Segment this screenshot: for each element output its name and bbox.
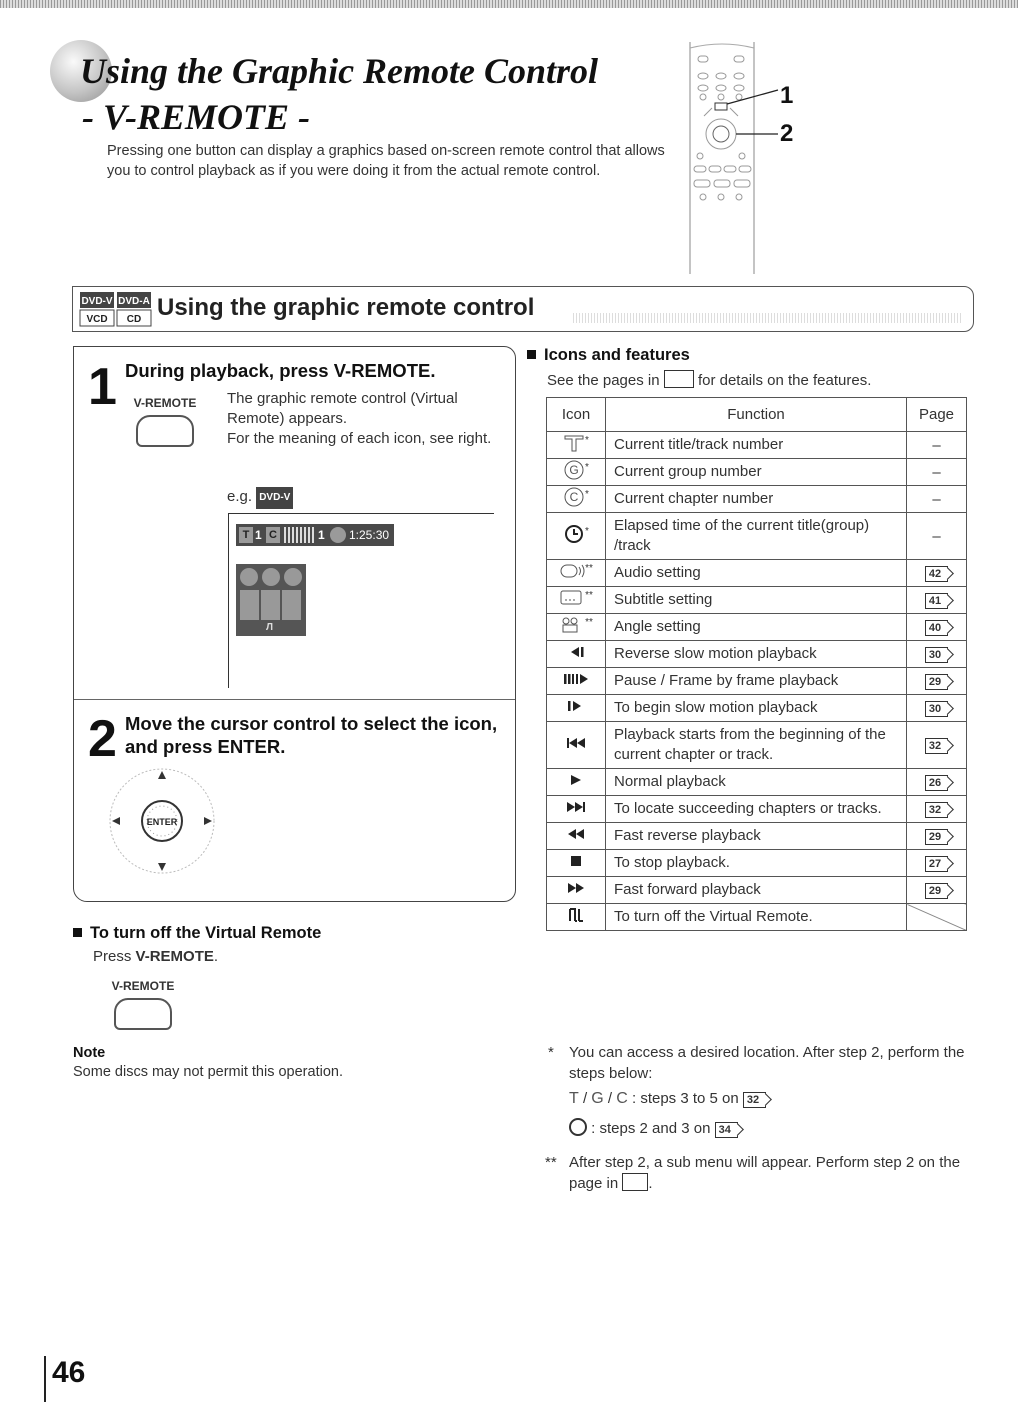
icon-cell	[547, 432, 606, 459]
page-title: Using the Graphic Remote Control	[80, 51, 599, 91]
icon-cell	[547, 722, 606, 769]
footnote-mark: *	[585, 434, 589, 446]
pause-frame-icon	[562, 672, 590, 690]
page-ref: 29	[925, 674, 948, 690]
fast-reverse-icon	[565, 827, 587, 845]
step-2-heading: Move the cursor control to select the icon, and press ENTER.	[125, 713, 498, 757]
intro-text: Pressing one button can display a graphics based on-screen remote control that allows you to control playback as if you were doing it from the actual remote control.	[107, 143, 665, 179]
status-time: 1:25:30	[349, 528, 390, 542]
function-cell: Subtitle setting	[606, 587, 907, 614]
page-cell	[907, 641, 967, 668]
page-ref: 40	[925, 620, 948, 636]
bullet-square-2	[527, 350, 536, 359]
function-cell: Playback starts from the beginning of the current chapter or track.	[606, 722, 907, 769]
table-row	[547, 769, 967, 796]
sep-1: /	[582, 1090, 588, 1107]
fast-forward-icon	[565, 881, 587, 899]
function-cell: To stop playback.	[606, 850, 907, 877]
col-page: Page	[907, 398, 967, 432]
table-row	[547, 668, 967, 695]
section-title: Using the graphic remote control	[157, 294, 535, 321]
function-cell: Fast reverse playback	[606, 823, 907, 850]
eg-text: e.g.	[227, 488, 253, 505]
clock-icon-small	[569, 1118, 587, 1136]
page-cell	[907, 695, 967, 722]
status-fill	[284, 527, 314, 543]
function-cell: Current title/track number	[606, 432, 907, 459]
step-1-text-1: The graphic remote control (Virtual Remote) appears.	[227, 390, 458, 427]
page-ref: 42	[925, 566, 948, 582]
page-cell: –	[907, 486, 967, 513]
cursor-control-icon	[104, 763, 220, 879]
skip-back-icon	[565, 736, 587, 754]
table-header-row	[547, 398, 967, 432]
footnote-mark: **	[585, 616, 593, 628]
callout-2: 2	[780, 120, 794, 147]
turn-off-heading-text: To turn off the Virtual Remote	[90, 924, 322, 942]
page-ref: 27	[925, 856, 948, 872]
features-table	[546, 397, 967, 931]
footnote-double-end: .	[648, 1175, 653, 1192]
turn-off-prefix: Press	[93, 948, 136, 965]
footnote-line-2	[569, 1118, 738, 1139]
page-cell	[907, 877, 967, 904]
features-heading-text: Icons and features	[544, 346, 690, 364]
footnote-mark: *	[585, 488, 589, 500]
icon-cell	[547, 769, 606, 796]
table-row	[547, 513, 967, 560]
page-cell	[907, 722, 967, 769]
footnote-line-2-text: : steps 2 and 3 on	[591, 1120, 711, 1137]
status-title-number: 1	[255, 528, 262, 542]
step-1-number: 1	[88, 358, 117, 416]
eg-badge: DVD-V	[256, 487, 293, 509]
step-2-number: 2	[88, 710, 117, 768]
page-cell: –	[907, 432, 967, 459]
note-text: Some discs may not permit this operation.	[73, 1064, 343, 1080]
page-ref: 32	[925, 738, 948, 754]
enter-label: ENTER	[146, 817, 178, 827]
page-ref-32: 32	[743, 1092, 766, 1108]
footnote-line-1	[569, 1088, 766, 1109]
icon-cell	[547, 614, 606, 641]
page-ref: 29	[925, 829, 948, 845]
svg-text:V-REMOTE: V-REMOTE	[111, 979, 175, 993]
table-row	[547, 459, 967, 486]
function-cell: Elapsed time of the current title(group) /track	[606, 513, 907, 560]
icon-cell	[547, 513, 606, 560]
group-icon	[563, 460, 585, 484]
col-icon: Icon	[547, 398, 606, 432]
table-row	[547, 587, 967, 614]
callout-1: 1	[780, 82, 794, 109]
col-function: Function	[606, 398, 907, 432]
page-ref-34: 34	[715, 1122, 738, 1138]
page-ref-box-2	[622, 1173, 648, 1191]
footnote-double-mark: **	[545, 1154, 557, 1171]
step-1-heading: During playback, press V-REMOTE.	[125, 360, 436, 381]
badge-vcd: VCD	[86, 314, 108, 325]
page-ref-box	[664, 370, 694, 388]
reverse-slow-icon	[565, 645, 587, 663]
features-heading	[527, 346, 690, 365]
sep-2: /	[607, 1090, 613, 1107]
remote-control-icon	[676, 42, 804, 278]
turn-off-bold: V-REMOTE	[135, 948, 214, 965]
v-remote-button-icon-2	[98, 976, 188, 1036]
page-cell	[907, 850, 967, 877]
icon-cell	[547, 695, 606, 722]
icon-cell	[547, 560, 606, 587]
function-cell: To turn off the Virtual Remote.	[606, 904, 907, 931]
page-cell	[907, 668, 967, 695]
table-row	[547, 850, 967, 877]
function-cell: Pause / Frame by frame playback	[606, 668, 907, 695]
function-cell: Current chapter number	[606, 486, 907, 513]
icon-cell	[547, 668, 606, 695]
svg-text:V-REMOTE: V-REMOTE	[133, 396, 197, 410]
note-heading: Note	[73, 1045, 106, 1061]
icon-cell	[547, 823, 606, 850]
page-ref: 26	[925, 775, 948, 791]
play-icon	[565, 773, 587, 791]
footnote-line-1-text: : steps 3 to 5 on	[632, 1090, 739, 1107]
table-row	[547, 695, 967, 722]
footnote-mark: *	[585, 461, 589, 473]
turn-off-heading	[73, 924, 321, 943]
footnote-mark: **	[585, 562, 593, 574]
page-ref: 41	[925, 593, 948, 609]
step-1-text-2: For the meaning of each icon, see right.	[227, 430, 492, 447]
function-cell: Audio setting	[606, 560, 907, 587]
badge-dvd-a: DVD-A	[118, 296, 150, 307]
page-cell	[907, 769, 967, 796]
off-icon	[565, 906, 587, 928]
v-remote-button-icon	[120, 393, 210, 457]
top-strip	[0, 0, 1018, 8]
icon-cell	[547, 796, 606, 823]
status-clock-icon	[330, 527, 346, 543]
slow-icon	[565, 699, 587, 717]
icon-cell	[547, 459, 606, 486]
page-cell	[907, 560, 967, 587]
disc-badges	[79, 291, 153, 327]
icon-cell	[547, 904, 606, 931]
audio-icon	[559, 562, 585, 584]
table-row	[547, 560, 967, 587]
badge-cd: CD	[126, 314, 142, 325]
table-row	[547, 486, 967, 513]
turn-off-suffix: .	[213, 948, 219, 965]
page-cell	[907, 587, 967, 614]
angle-icon	[559, 616, 585, 638]
chapter-icon-small: C	[616, 1090, 628, 1107]
section-header	[72, 286, 974, 332]
bullet-square	[73, 928, 82, 937]
table-row	[547, 614, 967, 641]
function-cell: To locate succeeding chapters or tracks.	[606, 796, 907, 823]
skip-forward-icon	[565, 800, 587, 818]
eg-label	[227, 487, 293, 509]
group-icon-small: G	[591, 1090, 604, 1107]
page-cell	[907, 796, 967, 823]
page-cell	[907, 904, 967, 931]
page-cell	[907, 823, 967, 850]
step-divider	[74, 699, 515, 700]
stop-icon	[565, 854, 587, 872]
icon-cell	[547, 486, 606, 513]
title-icon-small: T	[569, 1090, 579, 1107]
footnote-single-mark: *	[548, 1044, 554, 1061]
features-intro	[547, 370, 871, 389]
function-cell: Normal playback	[606, 769, 907, 796]
footnote-mark: **	[585, 589, 593, 601]
clock-icon	[563, 524, 585, 548]
chapter-icon	[563, 487, 585, 511]
page-number: 46	[52, 1356, 86, 1389]
table-row	[547, 823, 967, 850]
virtual-remote-panel: Л	[236, 564, 306, 636]
page-cell: –	[907, 459, 967, 486]
footnote-mark: *	[585, 525, 589, 537]
virtual-remote-example	[228, 513, 494, 688]
function-cell: Current group number	[606, 459, 907, 486]
svg-text:C: C	[569, 490, 579, 504]
function-cell: Fast forward playback	[606, 877, 907, 904]
function-cell: Angle setting	[606, 614, 907, 641]
status-chapter-number: 1	[318, 528, 325, 542]
icon-cell	[547, 850, 606, 877]
table-row	[547, 722, 967, 769]
page-ref: 30	[925, 701, 948, 717]
subtitle-icon	[559, 589, 585, 611]
page-cell	[907, 614, 967, 641]
icon-cell	[547, 587, 606, 614]
page-number-bar	[44, 1356, 46, 1402]
badge-dvd-v: DVD-V	[81, 296, 113, 307]
icon-cell	[547, 877, 606, 904]
title-icon	[563, 434, 585, 456]
table-row	[547, 877, 967, 904]
status-chapter-icon: C	[266, 527, 280, 543]
table-row	[547, 641, 967, 668]
table-row	[547, 904, 967, 931]
icon-cell	[547, 641, 606, 668]
page-ref: 30	[925, 647, 948, 663]
table-row	[547, 796, 967, 823]
page-ref: 29	[925, 883, 948, 899]
page-cell: –	[907, 513, 967, 560]
footnote-double-body: After step 2, a sub menu will appear. Perform step 2 on the page in	[569, 1154, 961, 1192]
table-row	[547, 432, 967, 459]
footnote-single-text: You can access a desired location. After step 2, perform the steps below:	[569, 1044, 965, 1082]
page-ref: 32	[925, 802, 948, 818]
turn-off-text	[93, 948, 218, 965]
features-intro-before: See the pages in	[547, 372, 660, 389]
page-subtitle: - V-REMOTE -	[82, 97, 311, 137]
status-title-icon: T	[239, 527, 253, 543]
function-cell: To begin slow motion playback	[606, 695, 907, 722]
features-intro-after: for details on the features.	[697, 372, 872, 389]
steps-box	[73, 346, 516, 902]
svg-text:G: G	[569, 463, 579, 477]
section-fill	[573, 313, 963, 323]
features-table-body	[547, 432, 967, 931]
function-cell: Reverse slow motion playback	[606, 641, 907, 668]
footnote-double-text	[569, 1152, 969, 1194]
status-bar	[236, 524, 394, 546]
